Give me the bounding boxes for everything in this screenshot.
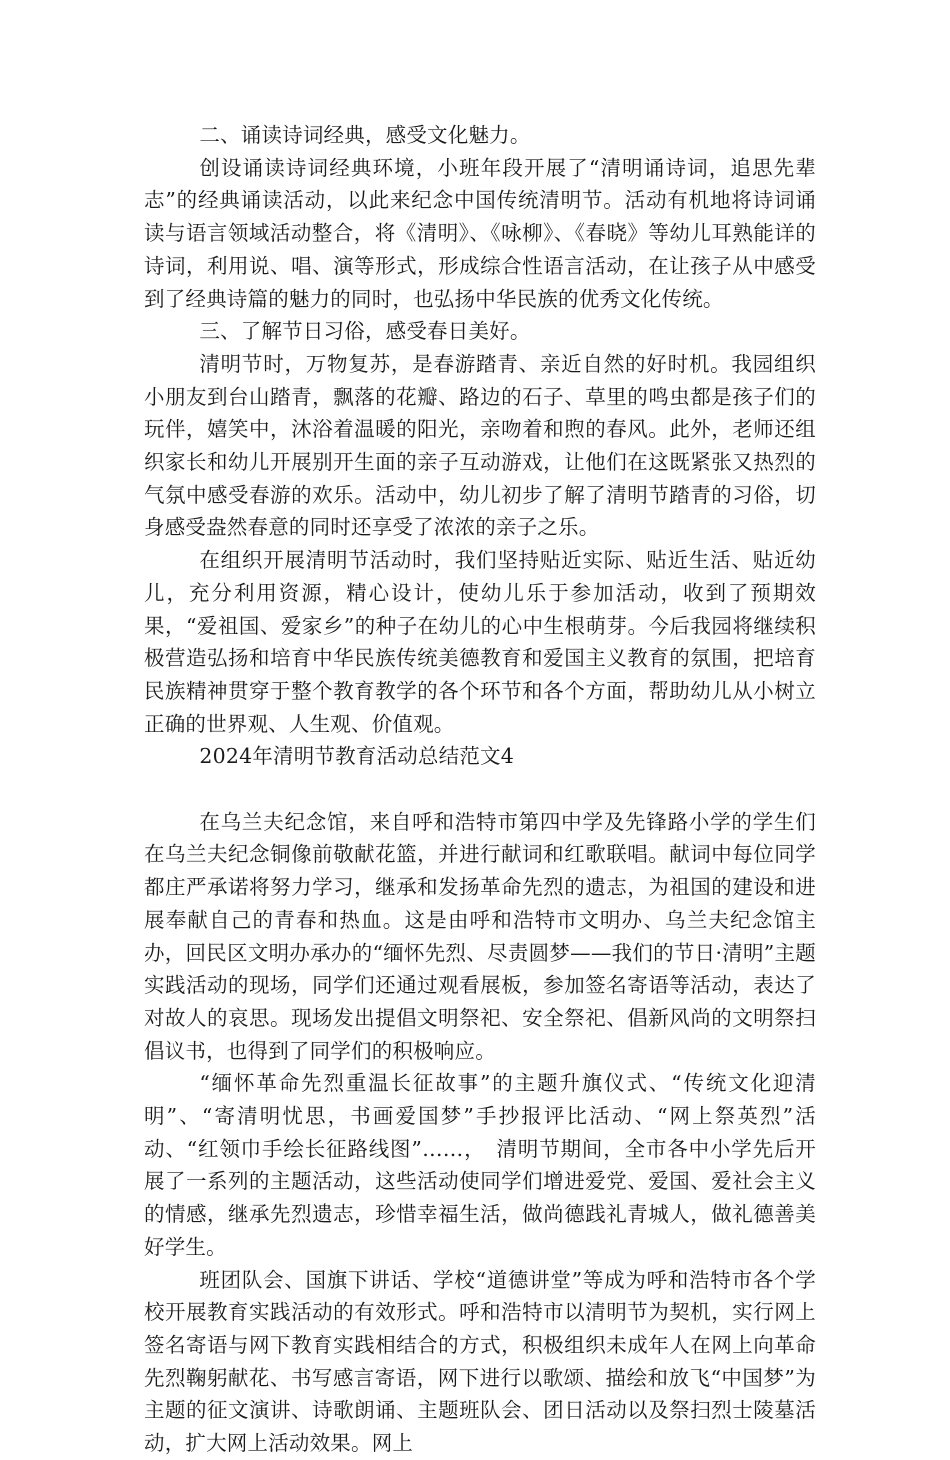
blank-line [144, 773, 816, 806]
paragraph-memorial-hall: 在乌兰夫纪念馆，来自呼和浩特市第四中学及先锋路小学的学生们在乌兰夫纪念铜像前敬献花篮，并进行献词和红歌联唱。献词中每位同学都庄严承诺将努力学习，继承和发扬革命先烈的遗志，为祖国的建设和进展奉献自己的青春和热血。这是由呼和浩特市文明办、乌兰夫纪念馆主办，回民区文明办承办的“缅怀先烈、尽责圆梦——我们的节日·清明”主题实践活动的现场，同学们还通过观看展板，参加签名寄语等活动，表达了对故人的哀思。现场发出提倡文明祭祀、安全祭祀、倡新风尚的文明祭扫倡议书，也得到了同学们的积极响应。 [144, 809, 816, 1063]
paragraph-spring-outing: 清明节时，万物复苏，是春游踏青、亲近自然的好时机。我园组织小朋友到台山踏青，飘落的花瓣、路边的石子、草里的鸣虫都是孩子们的玩伴，嬉笑中，沐浴着温暖的阳光，亲吻着和煦的春风。此外，老师还组织家长和幼儿开展别开生面的亲子互动游戏，让他们在这既紧张又热烈的气氛中感受春游的欢乐。活动中，幼儿初步了解了清明节踏青的习俗，切身感受盎然春意的同时还享受了浓浓的亲子之乐。 [144, 351, 816, 540]
paragraph-summary: 在组织开展清明节活动时，我们坚持贴近实际、贴近生活、贴近幼儿，充分利用资源，精心设计，使幼儿乐于参加活动，收到了预期效果，“爱祖国、爱家乡”的种子在幼儿的心中生根萌芽。今后我园将继续积极营造弘扬和培育中华民族传统美德教育和爱国主义教育的氛围，把培育民族精神贯穿于整个教育教学的各个环节和各个方面，帮助幼儿从小树立正确的世界观、人生观、价值观。 [144, 548, 816, 736]
paragraph-poetry-recitation: 创设诵读诗词经典环境，小班年段开展了“清明诵诗词，追思先辈志”的经典诵读活动，以此来纪念中国传统清明节。活动有机地将诗词诵读与语言领域活动整合，将《清明》、《咏柳》、《春晓》等幼儿耳熟能详的诗词，利用说、唱、演等形式，形成综合性语言活动，在让孩子从中感受到了经典诗篇的魅力的同时，也弘扬中华民族的优秀文化传统。 [144, 155, 816, 311]
article-title-4: 2024年清明节教育活动总结范文4 [199, 744, 514, 769]
section-heading-3: 三、了解节日习俗，感受春日美好。 [199, 319, 531, 344]
paragraph-education-practice: 班团队会、国旗下讲话、学校“道德讲堂”等成为呼和浩特市各个学校开展教育实践活动的有效形式。呼和浩特市以清明节为契机，实行网上签名寄语与网下教育实践相结合的方式，积极组织未成年人在网上向革命先烈鞠躬献花、书写感言寄语，网下进行以歌颂、描绘和放飞“中国梦”为主题的征文演讲、诗歌朗诵、主题班队会、团日活动以及祭扫烈士陵墓活动，扩大网上活动效果。网上 [144, 1267, 816, 1456]
section-heading-2: 二、诵读诗词经典，感受文化魅力。 [199, 123, 531, 147]
document-body [144, 119, 816, 1460]
paragraph-school-activities: “缅怀革命先烈重温长征故事”的主题升旗仪式、“传统文化迎清明”、“寄清明忧思，书画爱国梦”手抄报评比活动、“网上祭英烈”活动、“红领巾手绘长征路线图”……， 清明节期间，全市各中小学先后开展了一系列的主题活动，这些活动使同学们增进爱党、爱国、爱社会主义的情感，继承先烈遗志，珍惜幸福生活，做尚德践礼青城人，做礼德善美好学生。 [144, 1071, 816, 1259]
